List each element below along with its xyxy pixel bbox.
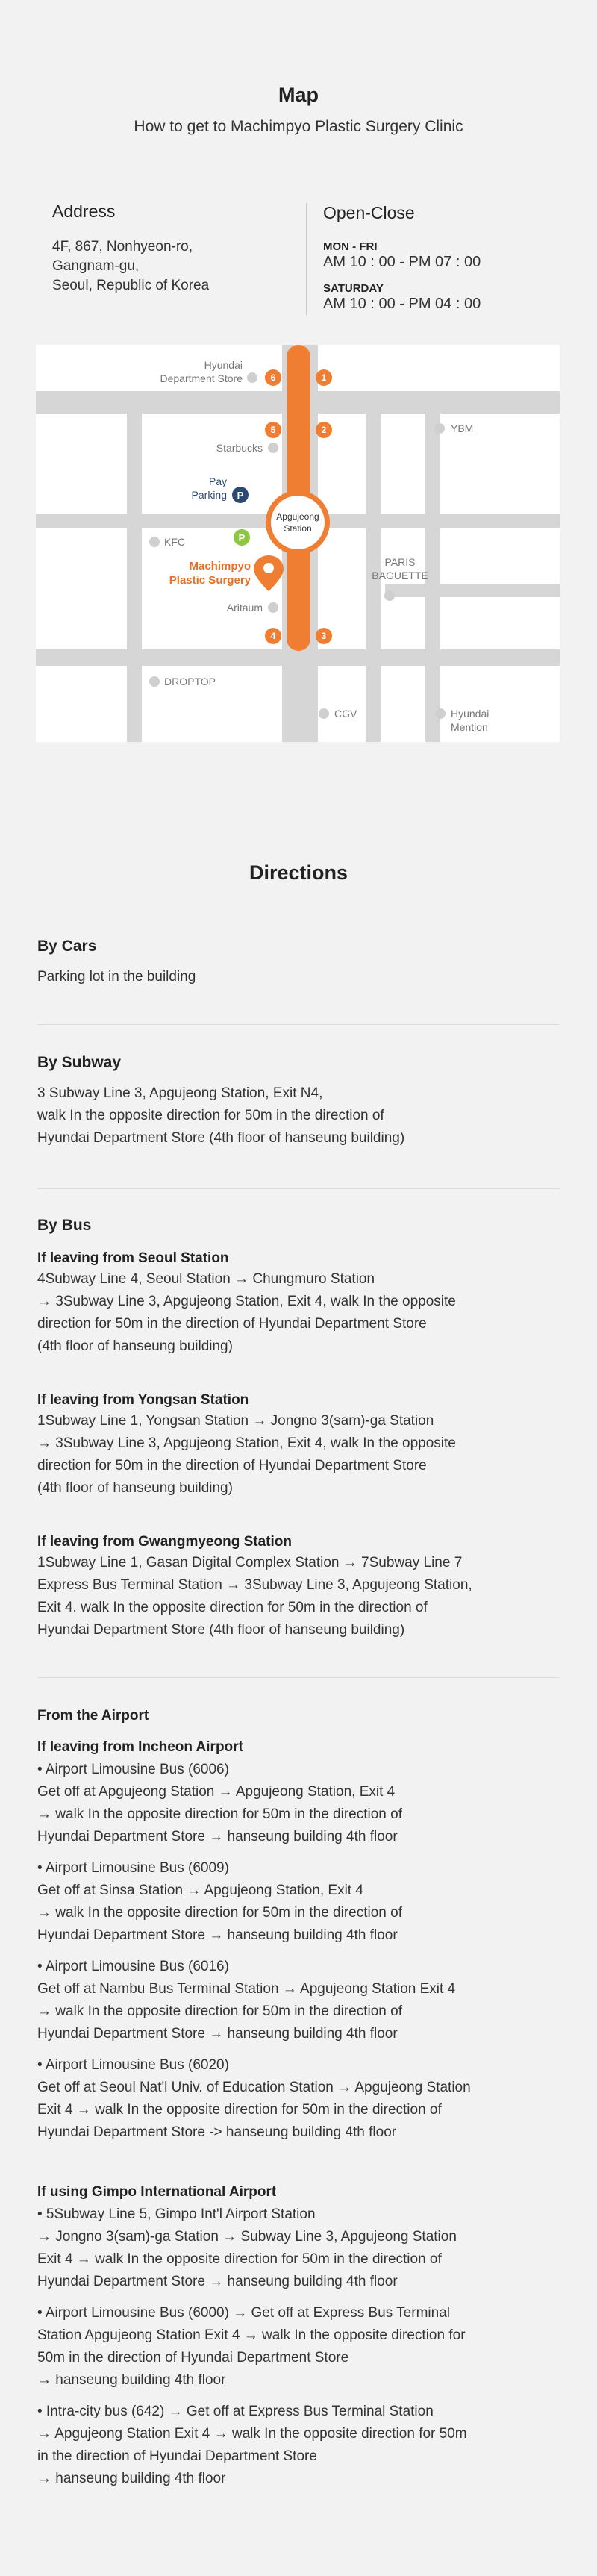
kfc-label: KFC bbox=[164, 536, 185, 548]
location-dot bbox=[268, 443, 278, 453]
text-line: Get off at Sinsa Station → Apgujeong Station, Exit 4 bbox=[37, 1883, 363, 1898]
hyundai-mention-label: Hyundai bbox=[451, 708, 490, 720]
text-line: → walk In the opposite direction for 50m in the direction of bbox=[37, 1905, 402, 1921]
by-cars-section bbox=[37, 938, 560, 988]
text-line: Hyundai Department Store → hanseung building 4th floor bbox=[37, 1927, 398, 1943]
pay-parking-label: Parking bbox=[191, 489, 227, 501]
incheon-section bbox=[37, 1738, 567, 2144]
text-line: 50m in the direction of Hyundai Department Store bbox=[37, 2350, 349, 2366]
aritaum-label: Aritaum bbox=[226, 602, 263, 614]
gimpo-item bbox=[37, 2204, 567, 2293]
location-dot bbox=[319, 708, 329, 719]
text-line: walk In the opposite direction for 50m in the direction of bbox=[37, 1108, 384, 1123]
text-line: • Airport Limousine Bus (6000) → Get off at Express Bus Terminal bbox=[37, 2305, 450, 2321]
weekday-hours: AM 10 : 00 - PM 07 : 00 bbox=[323, 254, 481, 270]
text-line: → walk In the opposite direction for 50m in the direction of bbox=[37, 2003, 402, 2019]
bus-group-title: If leaving from Gwangmyeong Station bbox=[37, 1534, 292, 1550]
text-line: → walk In the opposite direction for 50m in the direction of bbox=[37, 1806, 402, 1822]
airport-heading: From the Airport bbox=[37, 1708, 149, 1724]
bus-group-yongsan bbox=[37, 1391, 567, 1500]
exit-number: 6 bbox=[270, 372, 276, 383]
text-line: • Airport Limousine Bus (6016) bbox=[37, 1959, 229, 1974]
text-line: → 3Subway Line 3, Apgujeong Station, Exit 4, walk In the opposite bbox=[37, 1294, 456, 1309]
text-line: → hanseung building 4th floor bbox=[37, 2372, 226, 2388]
text-line: 1Subway Line 1, Yongsan Station → Jongno 3(sam)-ga Station bbox=[37, 1413, 434, 1429]
bus-group-seoul bbox=[37, 1249, 567, 1358]
location-dot bbox=[149, 676, 160, 687]
saturday-hours: AM 10 : 00 - PM 04 : 00 bbox=[323, 296, 481, 312]
text-line: Express Bus Terminal Station → 3Subway Line 3, Apgujeong Station, bbox=[37, 1577, 472, 1593]
bus-group-text bbox=[37, 1410, 567, 1500]
directions-title: Directions bbox=[249, 861, 348, 884]
text-line: • Airport Limousine Bus (6020) bbox=[37, 2057, 229, 2073]
location-dot bbox=[247, 372, 257, 383]
incheon-item bbox=[37, 1857, 567, 1947]
text-line: Get off at Seoul Nat'l Univ. of Education Station → Apgujeong Station bbox=[37, 2080, 471, 2095]
divider bbox=[37, 1024, 560, 1025]
incheon-title: If leaving from Incheon Airport bbox=[37, 1739, 243, 1755]
text-line: → hanseung building 4th floor bbox=[37, 2471, 226, 2486]
incheon-item bbox=[37, 1956, 567, 2045]
paris-baguette-label: PARIS bbox=[384, 556, 416, 568]
text-line: Hyundai Department Store → hanseung building 4th floor bbox=[37, 2026, 398, 2042]
location-dot bbox=[434, 423, 445, 434]
bus-group-title: If leaving from Yongsan Station bbox=[37, 1392, 249, 1408]
ybm-label: YBM bbox=[451, 422, 474, 434]
address-line: Gangnam-gu, bbox=[52, 258, 140, 274]
address-text bbox=[52, 237, 298, 296]
starbucks-label: Starbucks bbox=[216, 442, 263, 454]
gimpo-item bbox=[37, 2401, 567, 2490]
map-subtitle: How to get to Machimpyo Plastic Surgery Clinic bbox=[134, 118, 463, 135]
parking-icon-letter: P bbox=[237, 490, 244, 501]
incheon-item bbox=[37, 2054, 567, 2144]
road bbox=[127, 414, 142, 742]
location-map[interactable] bbox=[36, 345, 560, 742]
pay-parking-label: Pay bbox=[208, 475, 227, 487]
text-line: Exit 4 → walk In the opposite direction for 50m in the direction of bbox=[37, 2251, 442, 2267]
by-bus-heading-wrap bbox=[37, 1217, 560, 1235]
text-line: • Airport Limousine Bus (6009) bbox=[37, 1860, 229, 1876]
hyundai-mention-label: Mention bbox=[451, 721, 488, 733]
clinic-label: Machimpyo bbox=[189, 560, 251, 573]
hyundai-dept-label: Hyundai bbox=[204, 359, 243, 371]
weekday-label: MON - FRI bbox=[323, 240, 378, 253]
text-line: 1Subway Line 1, Gasan Digital Complex Station → 7Subway Line 7 bbox=[37, 1555, 463, 1571]
exit-number: 3 bbox=[321, 631, 327, 641]
kfc-parking-letter: P bbox=[238, 532, 246, 543]
apgujeong-station-marker[interactable] bbox=[271, 496, 325, 549]
text-line: Hyundai Department Store -> hanseung building 4th floor bbox=[37, 2124, 397, 2140]
text-line: Station Apgujeong Station Exit 4 → walk In the opposite direction for bbox=[37, 2327, 466, 2343]
airport-heading-wrap bbox=[37, 1706, 567, 1726]
address-line: Seoul, Republic of Korea bbox=[52, 278, 210, 293]
text-line: • Airport Limousine Bus (6006) bbox=[37, 1762, 229, 1777]
droptop-label: DROPTOP bbox=[164, 676, 216, 687]
divider bbox=[37, 1188, 560, 1189]
gimpo-item bbox=[37, 2302, 567, 2392]
by-subway-section bbox=[37, 1054, 560, 1150]
station-label: Apgujeong bbox=[276, 511, 319, 522]
text-line: Exit 4 → walk In the opposite direction for 50m in the direction of bbox=[37, 2102, 442, 2118]
text-line: Exit 4. walk In the opposite direction for 50m in the direction of bbox=[37, 1600, 428, 1615]
gimpo-title: If using Gimpo International Airport bbox=[37, 2184, 277, 2200]
text-line: in the direction of Hyundai Department Store bbox=[37, 2448, 317, 2464]
text-line: Get off at Nambu Bus Terminal Station → Apgujeong Station Exit 4 bbox=[37, 1981, 456, 1997]
incheon-item bbox=[37, 1759, 567, 1848]
location-dot bbox=[384, 590, 395, 601]
text-line: 4Subway Line 4, Seoul Station → Chungmuro Station bbox=[37, 1271, 375, 1287]
text-line: → 3Subway Line 3, Apgujeong Station, Exit 4, walk In the opposite bbox=[37, 1435, 456, 1451]
vertical-divider bbox=[306, 203, 307, 315]
text-line: 3 Subway Line 3, Apgujeong Station, Exit N4, bbox=[37, 1085, 323, 1101]
address-heading: Address bbox=[52, 202, 116, 221]
saturday-label: SATURDAY bbox=[323, 282, 384, 295]
text-line: • Intra-city bus (642) → Get off at Express Bus Terminal Station bbox=[37, 2404, 434, 2419]
clinic-label: Plastic Surgery bbox=[169, 574, 251, 587]
text-line: Hyundai Department Store → hanseung building 4th floor bbox=[37, 2274, 398, 2289]
hyundai-dept-label: Department Store bbox=[160, 372, 243, 384]
text-line: Hyundai Department Store (4th floor of hanseung building) bbox=[37, 1130, 405, 1146]
by-cars-heading: By Cars bbox=[37, 938, 97, 955]
text-line: direction for 50m in the direction of Hyundai Department Store bbox=[37, 1458, 427, 1473]
cgv-label: CGV bbox=[334, 708, 357, 720]
road bbox=[385, 584, 560, 597]
location-dot bbox=[435, 708, 446, 719]
text-line: • 5Subway Line 5, Gimpo Int'l Airport Station bbox=[37, 2207, 316, 2222]
station-label: Station bbox=[284, 523, 312, 534]
text-line: Hyundai Department Store (4th floor of hanseung building) bbox=[37, 1622, 405, 1638]
map-title: Map bbox=[278, 84, 319, 106]
divider bbox=[37, 1677, 560, 1678]
bus-group-title: If leaving from Seoul Station bbox=[37, 1250, 229, 1266]
hours-heading: Open-Close bbox=[323, 203, 415, 222]
location-dot bbox=[149, 537, 160, 547]
exit-number: 5 bbox=[270, 425, 276, 435]
text-line: (4th floor of hanseung building) bbox=[37, 1338, 233, 1354]
exit-number: 1 bbox=[321, 372, 327, 383]
by-cars-text: Parking lot in the building bbox=[37, 969, 196, 985]
paris-baguette-label: BAGUETTE bbox=[372, 570, 428, 581]
text-line: → Jongno 3(sam)-ga Station → Subway Line 3, Apgujeong Station bbox=[37, 2229, 457, 2245]
address-line: 4F, 867, Nonhyeon-ro, bbox=[52, 239, 193, 255]
text-line: → Apgujeong Station Exit 4 → walk In the opposite direction for 50m bbox=[37, 2426, 467, 2442]
exit-number: 4 bbox=[270, 631, 276, 641]
bus-group-text bbox=[37, 1268, 567, 1358]
bus-group-gwangmyeong bbox=[37, 1532, 567, 1641]
location-dot bbox=[268, 602, 278, 613]
text-line: (4th floor of hanseung building) bbox=[37, 1480, 233, 1496]
text-line: Get off at Apgujeong Station → Apgujeong Station, Exit 4 bbox=[37, 1784, 396, 1800]
clinic-location-pin[interactable] bbox=[254, 555, 284, 591]
gimpo-section bbox=[37, 2183, 567, 2490]
by-subway-heading: By Subway bbox=[37, 1054, 122, 1071]
bus-group-text bbox=[37, 1552, 567, 1641]
exit-number: 2 bbox=[321, 425, 327, 435]
text-line: direction for 50m in the direction of Hyundai Department Store bbox=[37, 1316, 427, 1332]
by-subway-text bbox=[37, 1082, 560, 1150]
text-line: Hyundai Department Store → hanseung building 4th floor bbox=[37, 1829, 398, 1844]
by-bus-heading: By Bus bbox=[37, 1217, 92, 1234]
